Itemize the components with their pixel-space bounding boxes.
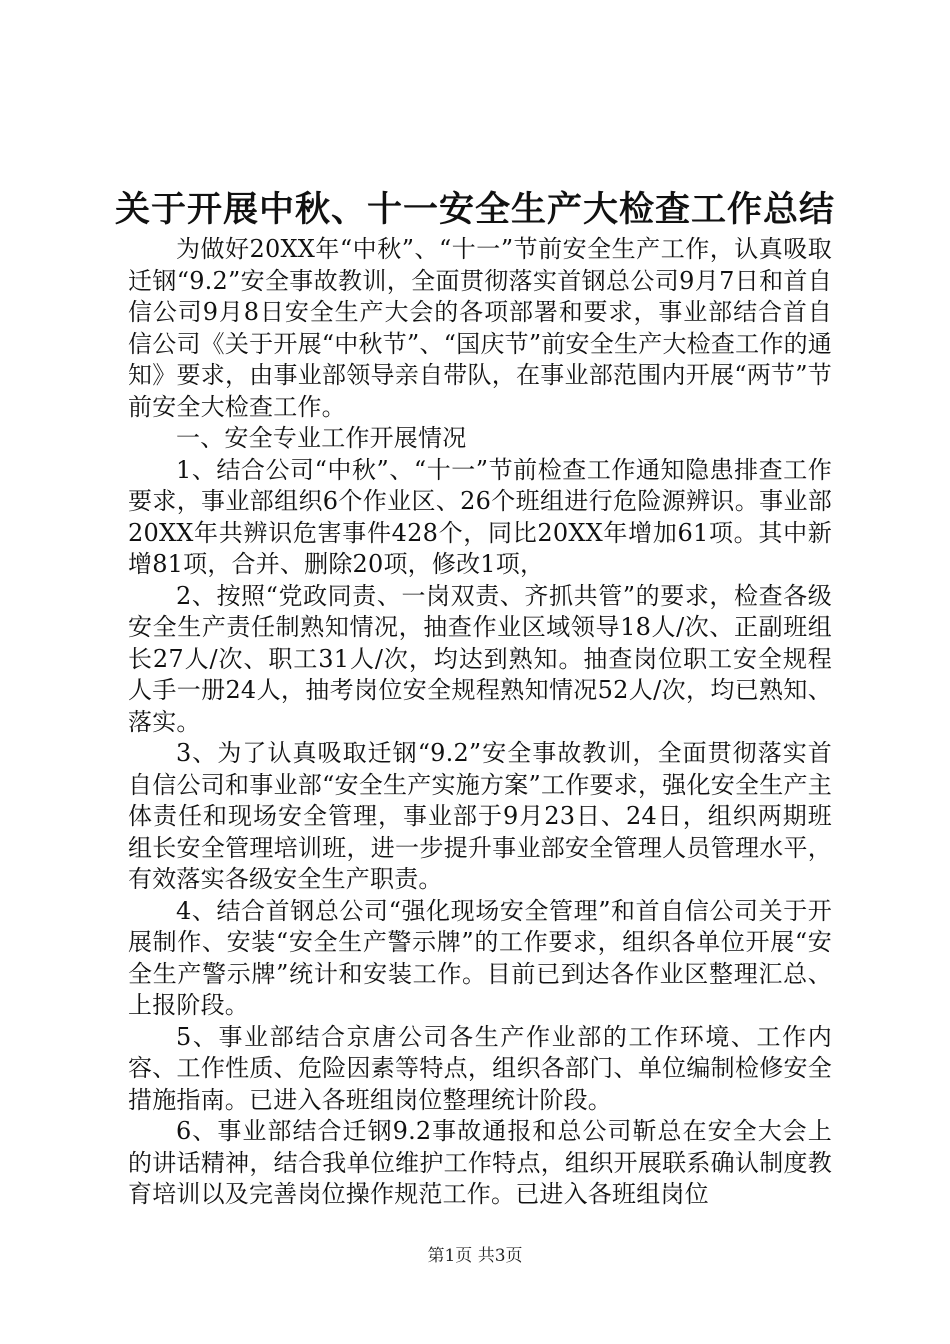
paragraph-item-3: 3、为了认真吸取迁钢“9.2”安全事故教训，全面贯彻落实首自信公司和事业部“安全生产实施方案”工作要求，强化安全生产主体责任和现场安全管理，事业部于9月23日、24日，组织两期班组长安全管理培训班，进一步提升事业部安全管理人员管理水平，有效落实各级安全生产职责。: [128, 739, 832, 893]
paragraph-intro: 为做好20XX年“中秋”、“十一”节前安全生产工作，认真吸取迁钢“9.2”安全事故教训，全面贯彻落实首钢总公司9月7日和首自信公司9月8日安全生产大会的各项部署和要求，事业部结合首自信公司《关于开展“中秋节”、“国庆节”前安全生产大检查工作的通知》要求，由事业部领导亲自带队，在事业部范围内开展“两节”节前安全大检查工作。: [128, 235, 832, 421]
section-heading-safety-work: 一、安全专业工作开展情况: [176, 424, 467, 452]
document-body: [128, 234, 832, 1211]
paragraph-item-4: 4、结合首钢总公司“强化现场安全管理”和首自信公司关于开展制作、安装“安全生产警示牌”的工作要求，组织各单位开展“安全生产警示牌”统计和安装工作。目前已到达各作业区整理汇总、上报阶段。: [128, 896, 832, 1019]
paragraph-item-2: 2、按照“党政同责、一岗双责、齐抓共管”的要求，检查各级安全生产责任制熟知情况，抽查作业区域领导18人/次、正副班组长27人/次、职工31人/次，均达到熟知。抽查岗位职工安全规程人手一册24人，抽考岗位安全规程熟知情况52人/次，均已熟知、落实。: [128, 581, 832, 736]
paragraph-item-1: 1、结合公司“中秋”、“十一”节前检查工作通知隐患排查工作要求，事业部组织6个作业区、26个班组进行危险源辨识。事业部20XX年共辨识危害事件428个，同比20XX年增加61项。其中新增81项，合并、删除20项，修改1项，: [128, 455, 832, 578]
paragraph-item-6: 6、事业部结合迁钢9.2事故通报和总公司靳总在安全大会上的讲话精神，结合我单位维护工作特点，组织开展联系确认制度教育培训以及完善岗位操作规范工作。已进入各班组岗位: [128, 1117, 832, 1208]
document-title: 关于开展中秋、十一安全生产大检查工作总结: [114, 190, 835, 230]
paragraph-item-5: 5、事业部结合京唐公司各生产作业部的工作环境、工作内容、工作性质、危险因素等特点，组织各部门、单位编制检修安全措施指南。已进入各班组岗位整理统计阶段。: [128, 1022, 832, 1114]
page-number-footer: 第1页 共3页: [427, 1246, 523, 1266]
